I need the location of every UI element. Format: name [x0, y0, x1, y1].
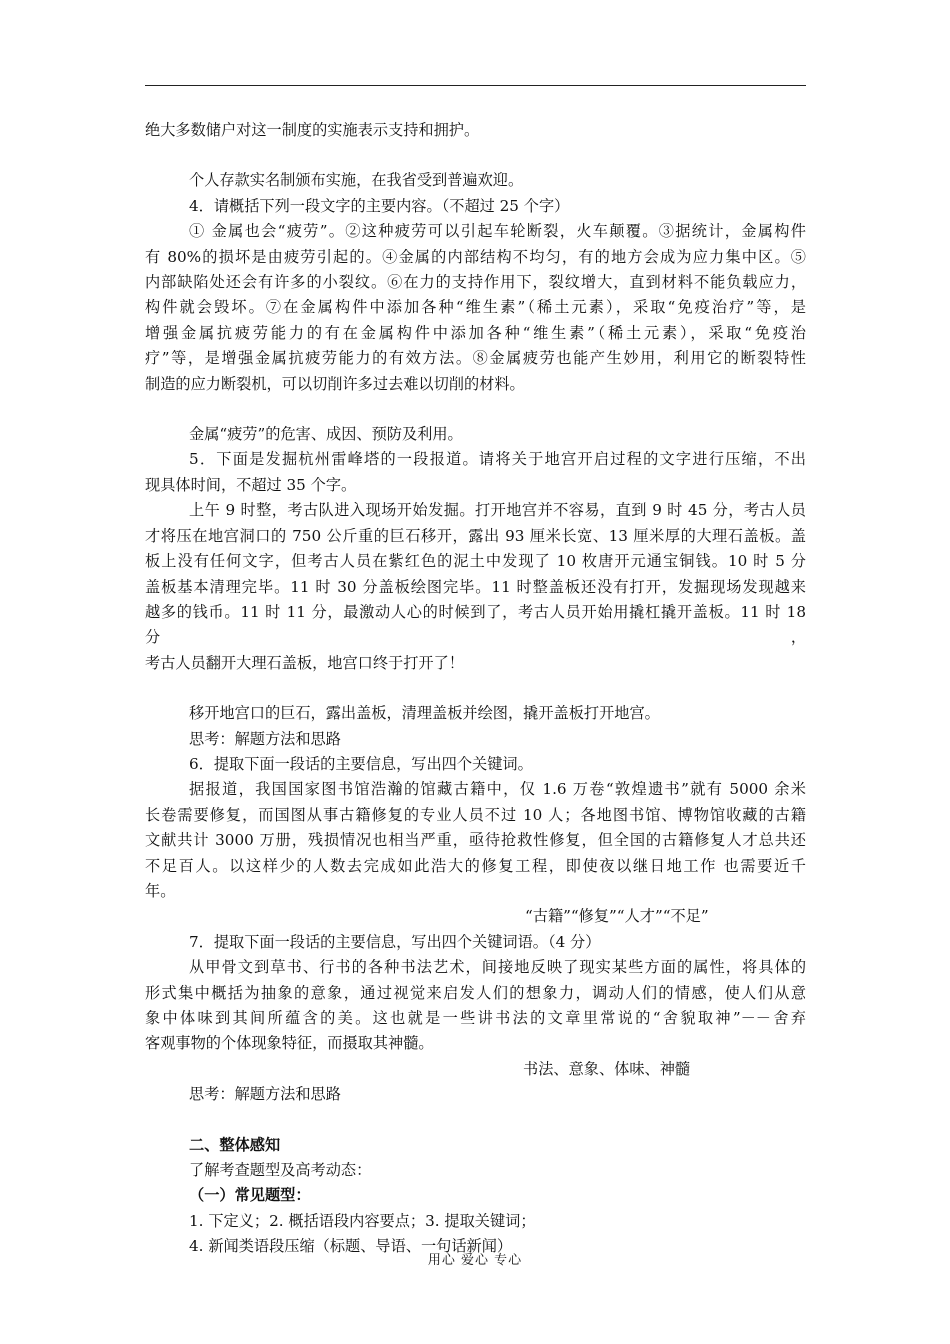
passage-6-line: 文献共计 3000 万册，残损情况也相当严重，亟待抢救性修复，但全国的古籍修复人才总共还: [145, 831, 806, 850]
passage-7-line: 象中体味到其间所蕴含的美。这也就是一些讲书法的文章里常说的“舍貌取神”－－舍弃: [145, 1009, 806, 1027]
think-note: 思考：解题方法和思路: [189, 729, 341, 748]
answer-3: 个人存款实名制颁布实施，在我省受到普遍欢迎。: [189, 171, 524, 190]
question-5: 现具体时间，不超过 35 个字。: [145, 475, 357, 494]
passage-5-line: 上午 9 时整，考古队进入现场开始发掘。打开地宫并不容易，直到 9 时 45 分，考古人员: [189, 501, 806, 520]
question-7: 7．提取下面一段话的主要信息，写出四个关键词语。（4 分）: [189, 932, 601, 951]
passage-6-line: 不足百人。以这样少的人数去完成如此浩大的修复工程，即使夜以继日地工作 也需要近千: [145, 856, 806, 875]
document-body: [145, 118, 806, 1260]
passage-4-line: ① 金属也会“疲劳”。②这种疲劳可以引起车轮断裂，火车颠覆。③据统计，金属构件: [189, 222, 806, 241]
passage-5-line: 考古人员翻开大理石盖板，地宫口终于打开了！: [145, 653, 464, 672]
question-4: 4．请概括下列一段文字的主要内容。（不超过 25 个字）: [189, 196, 570, 215]
think-note: 思考：解题方法和思路: [189, 1085, 341, 1104]
header-rule: [145, 85, 806, 86]
passage-4-line: 疗”等，是增强金属抗疲劳能力的有效方法。⑧金属疲劳也能产生妙用，利用它的断裂特性: [145, 349, 806, 368]
answer-6: “古籍”“修复”“人才”“不足”: [525, 907, 709, 926]
passage-6-line: 长卷需要修复，而国图从事古籍修复的专业人员不过 10 人；各地图书馆、博物馆收藏的古籍: [145, 805, 806, 824]
answer-5: 移开地宫口的巨石，露出盖板，清理盖板并绘图，撬开盖板打开地宫。: [189, 704, 660, 723]
section-heading: 二、整体感知: [189, 1135, 281, 1154]
passage-7-line: 形式集中概括为抽象的意象，通过视觉来启发人们的想象力，调动人们的情感，使人们从意: [145, 983, 806, 1002]
passage-4-line: 内部缺陷处还会有许多的小裂纹。⑥在力的支持作用下，裂纹增大，直到材料不能负载应力，: [145, 273, 806, 292]
passage-7-line: 客观事物的个体现象特征，而摄取其神髓。: [145, 1034, 434, 1053]
passage-6-line: 年。: [145, 881, 176, 900]
passage-4-line: 增强金属抗疲劳能力的有在金属构件中添加各种“维生素”（稀土元素），采取“免疫治: [145, 323, 806, 342]
question-5: 5．下面是发掘杭州雷峰塔的一段报道。请将关于地宫开启过程的文字进行压缩，不出: [189, 450, 806, 469]
answer-7: 书法、意象、体味、神髓: [523, 1059, 691, 1078]
question-type-list: 1. 下定义；2. 概括语段内容要点；3. 提取关键词；: [189, 1211, 536, 1230]
question-6: 6．提取下面一段话的主要信息，写出四个关键词。: [189, 754, 533, 773]
passage-5-line: 才将压在地宫洞口的 750 公斤重的巨石移开，露出 93 厘米长宽、13 厘米厚的大理石盖板。盖: [145, 526, 806, 545]
passage-4-line: 制造的应力断裂机，可以切削许多过去难以切削的材料。: [145, 374, 525, 393]
answer-4: 金属“疲劳”的危害、成因、预防及利用。: [189, 425, 463, 444]
passage-5-line: 盖板基本清理完毕。11 时 30 分盖板绘图完毕。11 时整盖板还没有打开，发掘现场发现越来: [145, 577, 806, 596]
page-footer: 用心 爱心 专心: [427, 1253, 523, 1268]
question-type-list: 4. 新闻类语段压缩（标题、导语、一句话新闻）: [189, 1237, 513, 1256]
section-intro: 了解考查题型及高考动态：: [189, 1161, 372, 1180]
passage-5-line: 越多的钱币。11 时 11 分，最激动人心的时候到了，考古人员开始用撬杠撬开盖板。11 时 18 分，: [145, 602, 806, 647]
passage-5-line: 板上没有任何文字，但考古人员在紫红色的泥土中发现了 10 枚唐开元通宝铜钱。10 时 5 分: [145, 552, 806, 571]
subsection-heading: （一）常见题型：: [189, 1186, 311, 1205]
passage-4-line: 有 80%的损坏是由疲劳引起的。④金属的内部结构不均匀，有的地方会成为应力集中区。⑤: [145, 247, 806, 266]
text-line: 绝大多数储户对这一制度的实施表示支持和拥护。: [145, 121, 480, 139]
passage-4-line: 构件就会毁坏。⑦在金属构件中添加各种“维生素”（稀土元素），采取“免疫治疗”等，是: [145, 298, 806, 317]
passage-7-line: 从甲骨文到草书、行书的各种书法艺术，间接地反映了现实某些方面的属性，将具体的: [189, 958, 806, 977]
passage-6-line: 据报道，我国国家图书馆浩瀚的馆藏古籍中，仅 1.6 万卷“敦煌遗书”就有 5000 余米: [189, 780, 806, 799]
